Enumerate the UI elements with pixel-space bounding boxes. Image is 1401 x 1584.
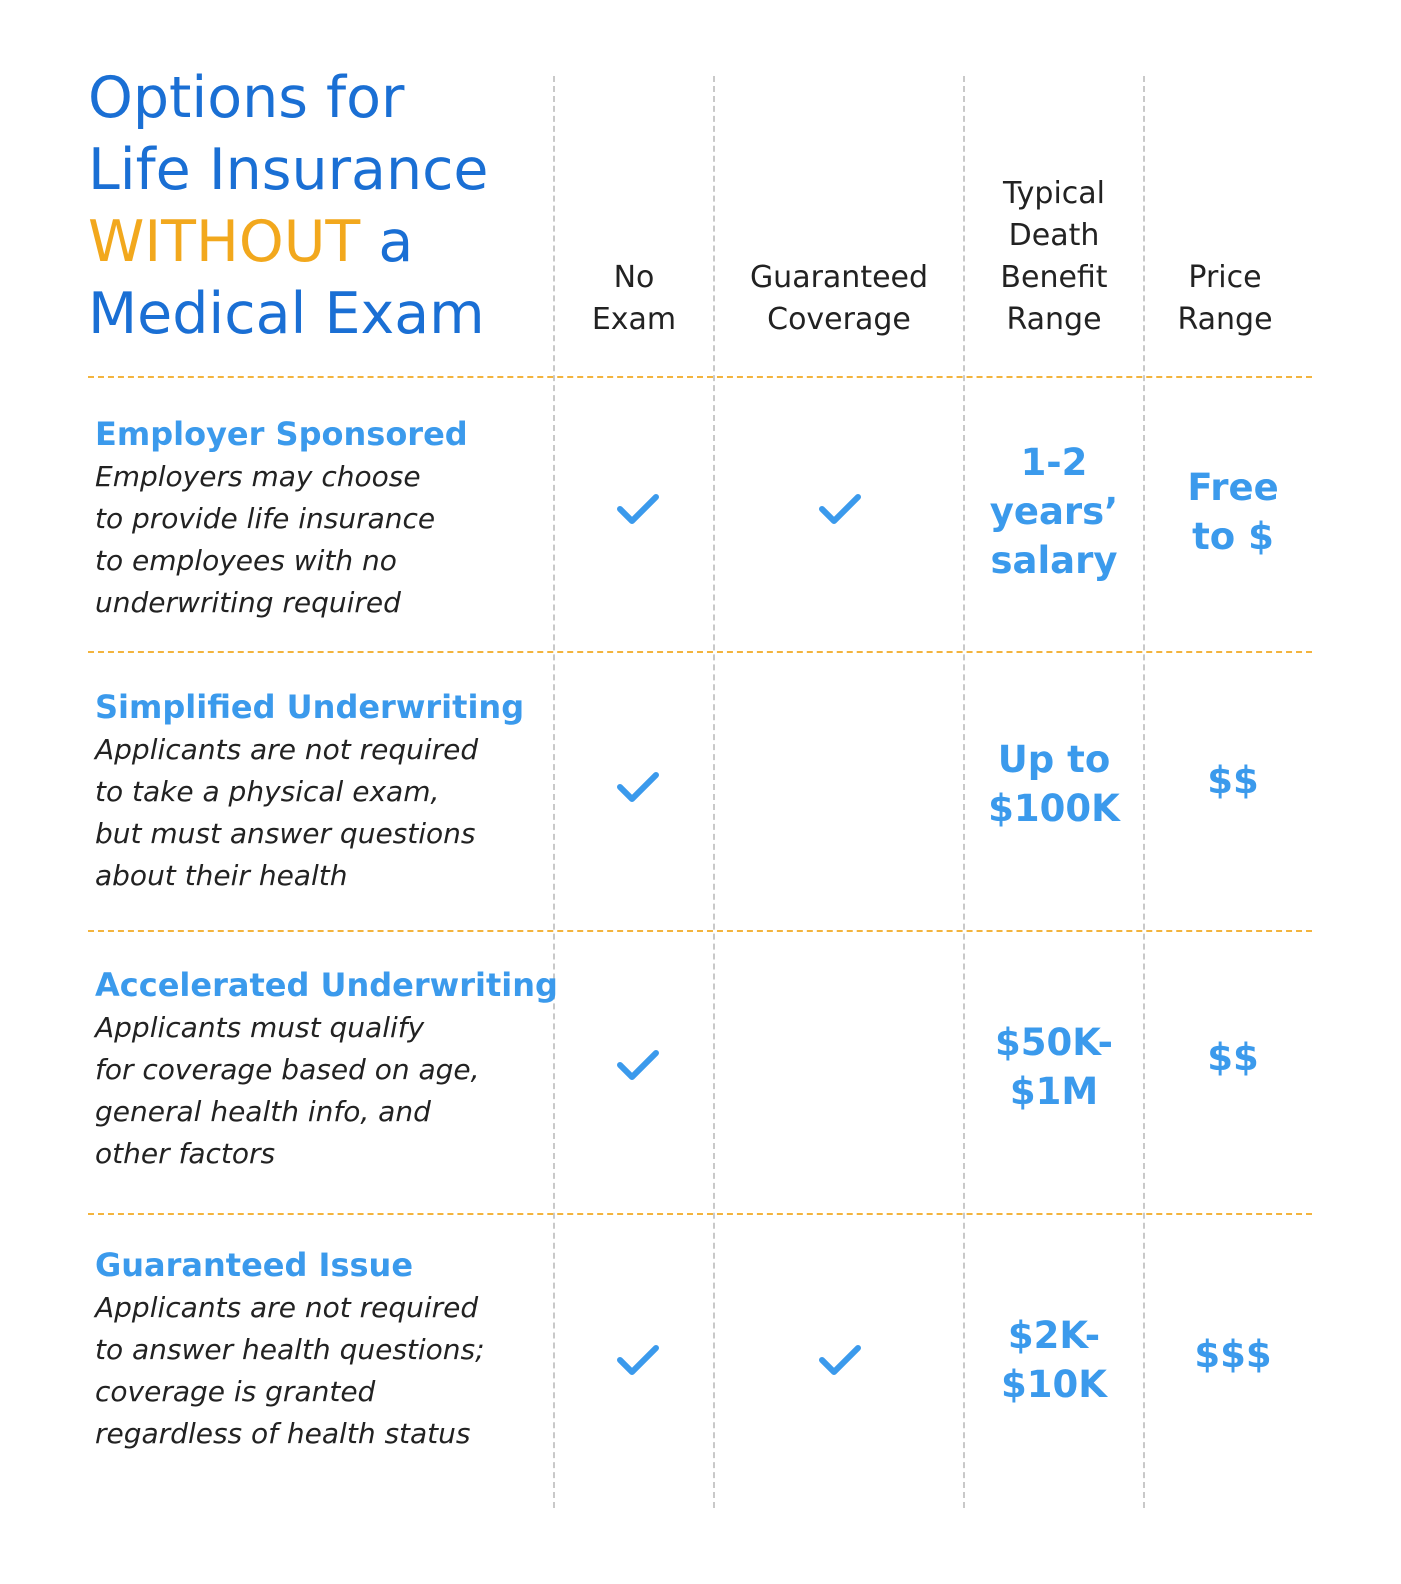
header-line: Range bbox=[1177, 302, 1273, 337]
row-description bbox=[95, 1007, 550, 1175]
desc-line: Applicants must qualify bbox=[95, 1011, 425, 1044]
value-line: Free bbox=[1187, 466, 1279, 509]
value-line: 1-2 bbox=[1020, 441, 1088, 484]
check-icon bbox=[615, 492, 661, 528]
title-line: Medical Exam bbox=[88, 281, 485, 347]
row-description bbox=[95, 1287, 550, 1455]
header-line: Price bbox=[1188, 260, 1262, 295]
row-divider bbox=[88, 1213, 1312, 1215]
row-divider bbox=[88, 651, 1312, 653]
check-icon bbox=[615, 770, 661, 806]
row-divider bbox=[88, 930, 1312, 932]
value-line: $1M bbox=[1009, 1070, 1099, 1113]
desc-line: to take a physical exam, bbox=[95, 775, 440, 808]
death-benefit-value bbox=[965, 1311, 1143, 1409]
page-title bbox=[88, 62, 489, 350]
row-accelerated-underwriting bbox=[95, 963, 558, 1175]
check-icon bbox=[817, 492, 863, 528]
column-header-guaranteed-coverage bbox=[715, 257, 963, 341]
title-highlight: WITHOUT bbox=[88, 209, 361, 275]
column-header-death-benefit bbox=[965, 173, 1143, 341]
row-title: Accelerated Underwriting bbox=[95, 966, 558, 1004]
desc-line: Employers may choose bbox=[95, 460, 421, 493]
row-employer-sponsored bbox=[95, 412, 550, 624]
column-header-price-range bbox=[1145, 257, 1305, 341]
header-line: Guaranteed bbox=[749, 260, 929, 295]
title-line: Life Insurance bbox=[88, 137, 489, 203]
value-line: $10K bbox=[1001, 1363, 1107, 1406]
desc-line: to employees with no bbox=[95, 544, 397, 577]
row-simplified-underwriting bbox=[95, 685, 550, 897]
desc-line: to answer health questions; bbox=[95, 1333, 485, 1366]
value-line: salary bbox=[990, 539, 1118, 582]
value-line: $50K- bbox=[994, 1021, 1114, 1064]
price-value bbox=[1145, 1033, 1321, 1082]
header-line: Typical bbox=[1003, 176, 1105, 211]
column-header-no-exam bbox=[555, 257, 713, 341]
desc-line: regardless of health status bbox=[95, 1417, 471, 1450]
value-line: $2K- bbox=[1007, 1314, 1101, 1357]
death-benefit-value bbox=[965, 735, 1143, 833]
desc-line: but must answer questions bbox=[95, 817, 476, 850]
check-icon bbox=[817, 1343, 863, 1379]
desc-line: about their health bbox=[95, 859, 348, 892]
price-value bbox=[1145, 463, 1321, 561]
value-line: Up to bbox=[997, 738, 1111, 781]
header-line: Benefit bbox=[1000, 260, 1108, 295]
value-line: $$$ bbox=[1194, 1333, 1272, 1376]
desc-line: for coverage based on age, bbox=[95, 1053, 480, 1086]
check-icon bbox=[615, 1343, 661, 1379]
death-benefit-value bbox=[965, 438, 1143, 585]
price-value bbox=[1145, 1330, 1321, 1379]
row-guaranteed-issue bbox=[95, 1243, 550, 1455]
row-divider bbox=[88, 376, 1312, 378]
value-line: $100K bbox=[988, 787, 1120, 830]
row-description bbox=[95, 729, 550, 897]
desc-line: coverage is granted bbox=[95, 1375, 376, 1408]
check-icon bbox=[615, 1048, 661, 1084]
value-line: $$ bbox=[1207, 1036, 1259, 1079]
desc-line: underwriting required bbox=[95, 586, 401, 619]
desc-line: Applicants are not required bbox=[95, 733, 479, 766]
header-line: Death bbox=[1008, 218, 1100, 253]
price-value bbox=[1145, 756, 1321, 805]
header-line: No bbox=[613, 260, 655, 295]
value-line: $$ bbox=[1207, 759, 1259, 802]
header-line: Coverage bbox=[767, 302, 911, 337]
header-line: Range bbox=[1006, 302, 1102, 337]
desc-line: Applicants are not required bbox=[95, 1291, 479, 1324]
desc-line: to provide life insurance bbox=[95, 502, 436, 535]
row-title: Guaranteed Issue bbox=[95, 1246, 414, 1284]
row-description bbox=[95, 456, 550, 624]
title-line: Options for bbox=[88, 65, 405, 131]
row-title: Employer Sponsored bbox=[95, 415, 468, 453]
row-title: Simplified Underwriting bbox=[95, 688, 525, 726]
header-line: Exam bbox=[591, 302, 677, 337]
value-line: to $ bbox=[1192, 515, 1274, 558]
death-benefit-value bbox=[965, 1018, 1143, 1116]
value-line: years’ bbox=[989, 490, 1119, 533]
title-line: a bbox=[360, 209, 414, 275]
desc-line: other factors bbox=[95, 1137, 276, 1170]
desc-line: general health info, and bbox=[95, 1095, 431, 1128]
